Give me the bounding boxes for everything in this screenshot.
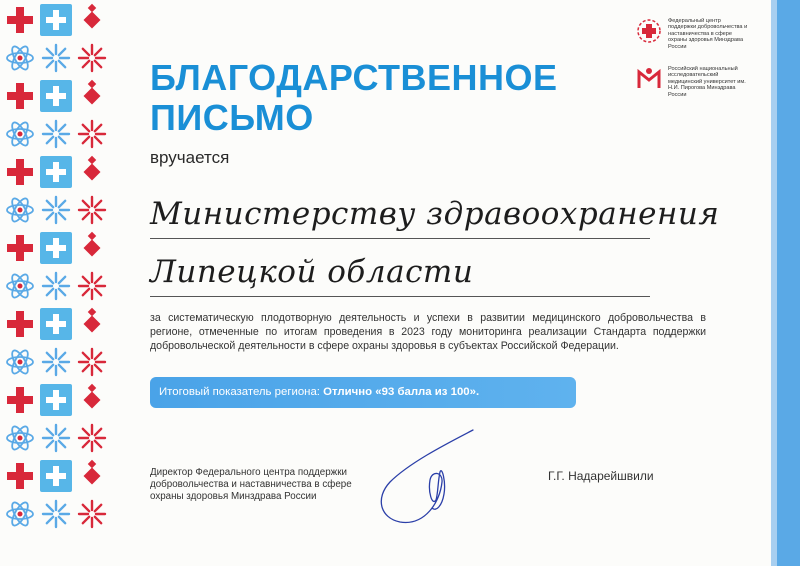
university-logo-icon xyxy=(636,66,662,90)
pattern-tile-plus-white xyxy=(40,460,72,492)
pattern-tile-plus-white xyxy=(40,384,72,416)
logo-federal-center xyxy=(636,18,748,50)
pattern-tile-plus-white xyxy=(40,232,72,264)
pattern-tile-cross-red xyxy=(7,83,33,109)
pattern-tile-atom-blue xyxy=(7,424,33,452)
pattern-tile-snow-blue xyxy=(43,425,69,451)
pattern-tile-atom-blue xyxy=(7,272,33,300)
pattern-tile-cross-red xyxy=(7,235,33,261)
pattern-tile-star-red xyxy=(79,45,105,71)
recipient-line-2: Липецкой области xyxy=(150,254,474,290)
signatory-name: Г.Г. Надарейшвили xyxy=(548,469,654,483)
pattern-tile-atom-blue xyxy=(7,500,33,528)
handwritten-signature xyxy=(370,422,490,532)
pattern-tile-star-red xyxy=(79,501,105,527)
pattern-tile-cross-red xyxy=(7,387,33,413)
logo-federal-center-text: Федеральный центр поддержки добровольчества и наставничества в сфере охраны здоровья Минздрава России xyxy=(668,18,748,50)
recipient-underline-1 xyxy=(150,238,650,239)
pattern-tile-snow-blue xyxy=(43,121,69,147)
result-banner-value: Отлично «93 балла из 100». xyxy=(323,386,480,398)
pattern-tile-cross-red xyxy=(7,7,33,33)
pattern-tile-diamond-red xyxy=(84,80,101,105)
title-line-1: БЛАГОДАРСТВЕННОЕ xyxy=(150,57,558,98)
document-title xyxy=(150,58,600,138)
pattern-tile-diamond-red xyxy=(84,156,101,181)
recipient-underline-2 xyxy=(150,296,650,297)
pattern-tile-cross-red xyxy=(7,159,33,185)
pattern-tile-snow-blue xyxy=(43,197,69,223)
pattern-tile-plus-white xyxy=(40,156,72,188)
pattern-tile-diamond-red xyxy=(84,4,101,29)
result-banner xyxy=(150,377,576,408)
pattern-tile-diamond-red xyxy=(84,308,101,333)
pattern-tile-plus-white xyxy=(40,80,72,112)
pattern-tile-diamond-red xyxy=(84,232,101,257)
subtitle: вручается xyxy=(150,148,230,167)
pattern-tile-atom-blue xyxy=(7,348,33,376)
pattern-tile-cross-red xyxy=(7,311,33,337)
heart-cross-logo-icon xyxy=(636,18,662,44)
director-title: Директор Федерального центра поддержки добровольчества и наставничества в сфере охраны здоровья Минздрава России xyxy=(150,467,352,502)
pattern-tile-star-red xyxy=(79,273,105,299)
pattern-tile-star-red xyxy=(79,349,105,375)
logo-university-text: Российский национальный исследовательский медицинский университет им. Н.И. Пирогова Минздрава России xyxy=(668,66,746,98)
pattern-tile-star-red xyxy=(79,197,105,223)
pattern-tile-diamond-red xyxy=(84,384,101,409)
recipient-line-1: Министерству здравоохранения xyxy=(150,196,720,232)
pattern-tile-cross-red xyxy=(7,463,33,489)
pattern-tile-plus-white xyxy=(40,4,72,36)
pattern-tile-diamond-red xyxy=(84,460,101,485)
pattern-tile-snow-blue xyxy=(43,501,69,527)
title-line-2: ПИСЬМО xyxy=(150,97,314,138)
pattern-tile-star-red xyxy=(79,425,105,451)
decorative-pattern xyxy=(0,0,120,566)
pattern-tile-atom-blue xyxy=(7,44,33,72)
pattern-tile-snow-blue xyxy=(43,45,69,71)
award-reason-text: за систематическую плодотворную деятельность и успехи в развитии медицинского добровольчества в регионе, отмеченные по итогам проведения в 2023 году мониторинга реализации Стандарта поддержки добровольческой деятельности в сфере охраны здоровья в субъектах Российской Федерации. xyxy=(150,312,706,352)
pattern-tile-plus-white xyxy=(40,308,72,340)
pattern-tile-atom-blue xyxy=(7,196,33,224)
pattern-tile-snow-blue xyxy=(43,349,69,375)
result-banner-prefix: Итоговый показатель региона: xyxy=(159,386,324,398)
logo-university xyxy=(636,66,748,98)
right-color-strip xyxy=(771,0,800,566)
pattern-tile-atom-blue xyxy=(7,120,33,148)
pattern-tile-snow-blue xyxy=(43,273,69,299)
pattern-tile-star-red xyxy=(79,121,105,147)
